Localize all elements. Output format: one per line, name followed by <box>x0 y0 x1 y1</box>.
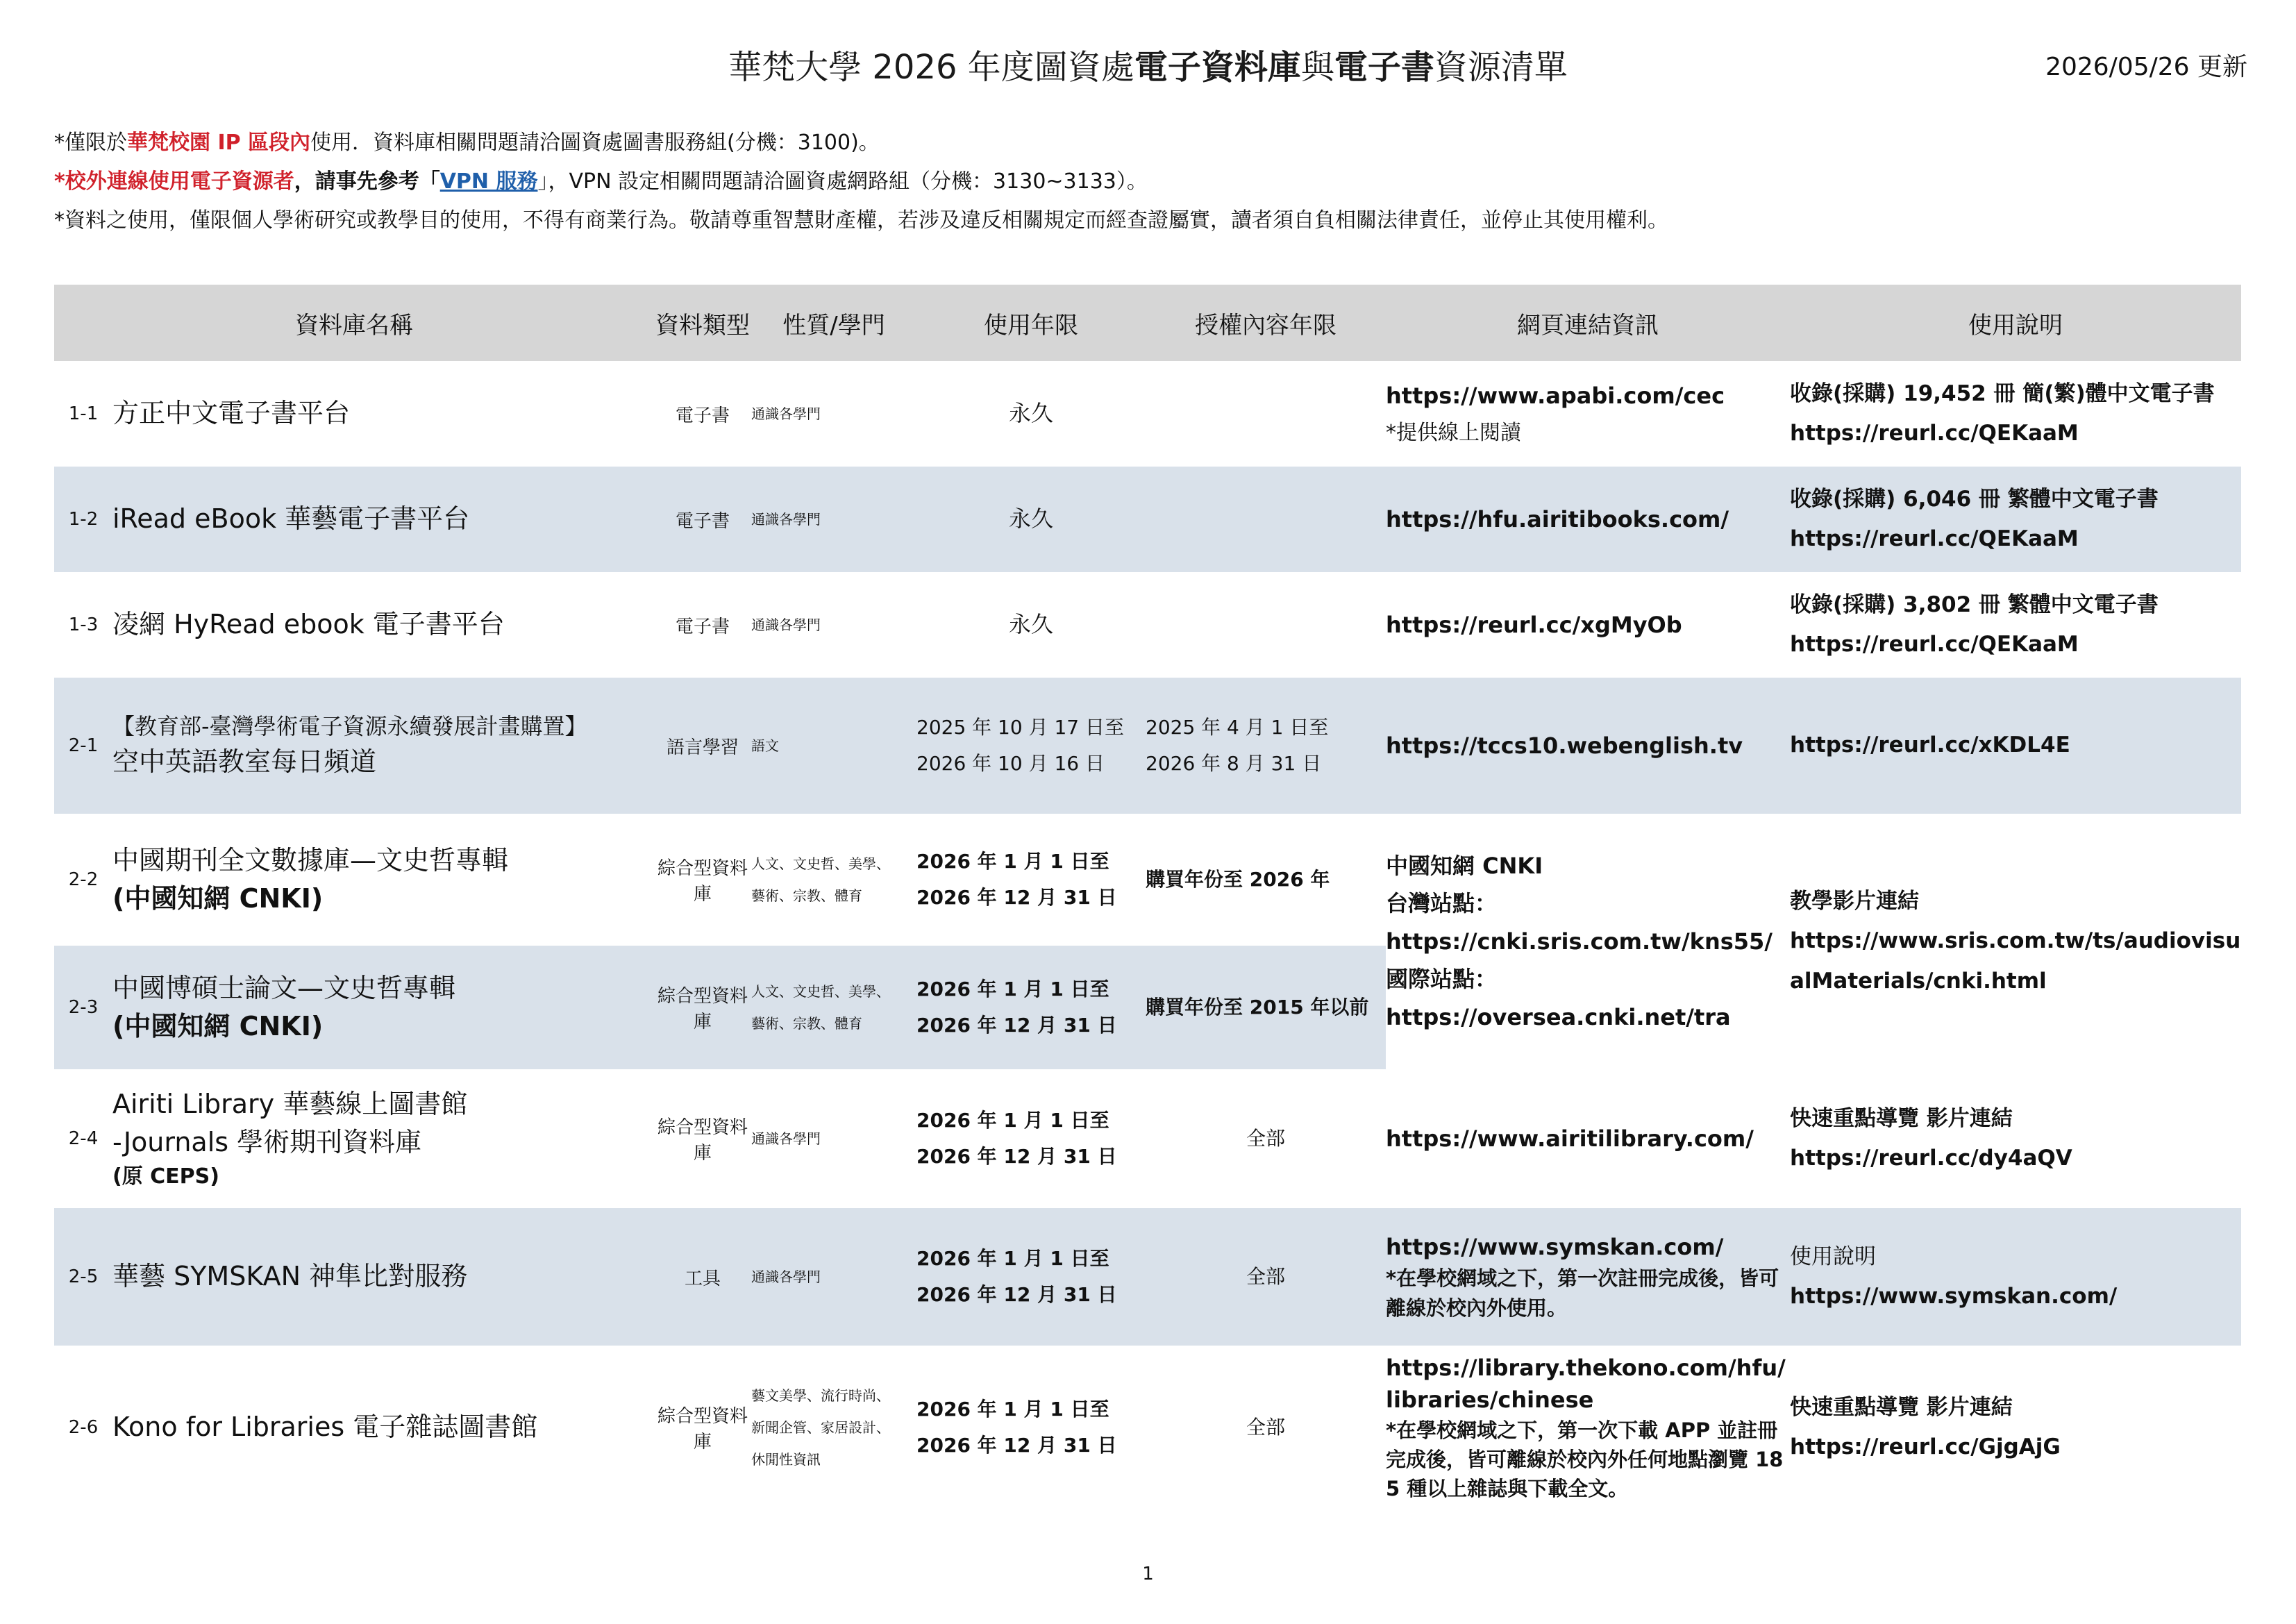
db-link[interactable]: https://www.apabi.com/cec <box>1386 383 1725 410</box>
col-header-subject: 性質/學門 <box>751 285 916 361</box>
col-header-name: 資料庫名稱 <box>54 285 654 361</box>
guide-link[interactable]: https://reurl.cc/GjgAjG <box>1790 1434 2061 1459</box>
table-row: 1-1 方正中文電子書平台 電子書 通識各學門 永久 https://www.apabi.com/cec *提供線上閱讀 收錄(採購) 19,452 冊 簡(繁)體中文電子書 https://reurl.cc/QEKaaM <box>54 361 2241 467</box>
cnki-intl-link[interactable]: https://oversea.cnki.net/tra <box>1386 1003 1731 1030</box>
cnki-video-link[interactable]: https://www.sris.com.tw/ts/audiovisualMaterials/cnki.html <box>1790 928 2241 994</box>
table-row: 2-3 中國博碩士論文—文史哲專輯 (中國知網 CNKI) 綜合型資料庫 人文、文史哲、美學、 藝術、宗教、體育 2026 年 1 月 1 日至 2026 年 12 月 31 日 購買年份至 2015 年以前 <box>54 946 2241 1069</box>
note-campus-ip: *僅限於華梵校園 IP 區段內使用．資料庫相關問題請洽圖資處圖書服務組(分機：3100)。 <box>54 131 880 155</box>
guide-link[interactable]: https://reurl.cc/xKDL4E <box>1790 733 2070 758</box>
db-link[interactable]: https://www.airitilibrary.com/ <box>1386 1125 1754 1152</box>
guide-link[interactable]: https://reurl.cc/QEKaaM <box>1790 526 2079 551</box>
db-name: 方正中文電子書平台 <box>112 398 351 429</box>
vpn-service-link[interactable]: VPN 服務 <box>439 169 538 194</box>
db-name: Kono for Libraries 電子雜誌圖書館 <box>112 1412 538 1443</box>
col-header-desc: 使用說明 <box>1790 285 2241 361</box>
col-header-period: 使用年限 <box>916 285 1146 361</box>
table-row: 2-4 Airiti Library 華藝線上圖書館 -Journals 學術期刊資料庫 (原 CEPS) 綜合型資料庫 通識各學門 2026 年 1 月 1 日至 2026 年 12 月 31 日 全部 https://www.airitilibrary.com/ 快速重點導覽 影片連結 https://reurl.cc/dy4aQV <box>54 1069 2241 1208</box>
table-row: 2-5 華藝 SYMSKAN 神隼比對服務 工具 通識各學門 2026 年 1 月 1 日至 2026 年 12 月 31 日 全部 https://www.symskan.com/ *在學校網域之下，第一次註冊完成後，皆可離線於校內外使用。 使用說明 https://www.symskan.com/ <box>54 1208 2241 1346</box>
db-name: iRead eBook 華藝電子書平台 <box>112 467 654 572</box>
db-link[interactable]: https://www.symskan.com/ <box>1386 1233 1724 1260</box>
update-date: 2026/05/26 更新 <box>2045 53 2247 81</box>
db-name: 中國博碩士論文—文史哲專輯 (中國知網 CNKI) <box>112 946 654 1069</box>
db-link[interactable]: https://library.thekono.com/hfu/libraries/chinese <box>1386 1354 1786 1413</box>
resource-table <box>54 285 2241 1509</box>
col-header-type: 資料類型 <box>654 285 751 361</box>
col-header-license: 授權內容年限 <box>1146 285 1386 361</box>
db-name: 【教育部-臺灣學術電子資源永續發展計畫購置】 空中英語教室每日頻道 <box>112 678 654 814</box>
db-name: 凌網 HyRead ebook 電子書平台 <box>112 609 505 640</box>
guide-link[interactable]: https://reurl.cc/QEKaaM <box>1790 632 2079 657</box>
table-row: 2-1 【教育部-臺灣學術電子資源永續發展計畫購置】 空中英語教室每日頻道 語言學習 語文 2025 年 10 月 17 日至 2026 年 10 月 16 日 2025 年 4 月 1 日至 2026 年 8 月 31 日 https://tccs10.webenglish.tv https://reurl.cc/xKDL4E <box>54 678 2241 814</box>
db-name: Airiti Library 華藝線上圖書館 -Journals 學術期刊資料庫 (原 CEPS) <box>112 1089 468 1189</box>
table-row: 1-2 iRead eBook 華藝電子書平台 電子書 通識各學門 永久 https://hfu.airitibooks.com/ 收錄(採購) 6,046 冊 繁體中文電子書 https://reurl.cc/QEKaaM <box>54 467 2241 572</box>
page-number: 1 <box>1142 1564 1154 1584</box>
page-title: 華梵大學 2026 年度圖資處電子資料庫與電子書資源清單 <box>728 48 1568 87</box>
cnki-taiwan-link[interactable]: https://cnki.sris.com.tw/kns55/ <box>1386 928 1773 955</box>
guide-link[interactable]: https://reurl.cc/dy4aQV <box>1790 1146 2072 1171</box>
note-offcampus: *校外連線使用電子資源者，請事先參考「VPN 服務」，VPN 設定相關問題請洽圖資處網路組（分機：3130~3133）。 <box>54 169 1148 194</box>
col-header-link: 網頁連結資訊 <box>1386 285 1790 361</box>
table-row: 2-6 Kono for Libraries 電子雜誌圖書館 綜合型資料庫 藝文美學、流行時尚、 新聞企管、家居設計、 休閒性資訊 2026 年 1 月 1 日至 2026 年 12 月 31 日 全部 https://library.thekono.com/hfu/libraries/chinese *在學校網域之下，第一次下載 APP 並註冊完成後，皆可離線於校內外任何地點瀏覽 185 種以上雜誌與下載全文。 快速重點導覽 影片連結 https://reurl.cc/GjgAjG <box>54 1346 2241 1509</box>
table-row: 1-3 凌網 HyRead ebook 電子書平台 電子書 通識各學門 永久 https://reurl.cc/xgMyOb 收錄(採購) 3,802 冊 繁體中文電子書 https://reurl.cc/QEKaaM <box>54 572 2241 678</box>
note-usage-policy: *資料之使用，僅限個人學術研究或教學目的使用，不得有商業行為。敬請尊重智慧財產權，若涉及違反相關規定而經查證屬實，讀者須自負相關法律責任，並停止其使用權利。 <box>54 208 1668 233</box>
db-name: 中國期刊全文數據庫—文史哲專輯 (中國知網 CNKI) <box>112 844 509 914</box>
db-name: 華藝 SYMSKAN 神隼比對服務 <box>112 1208 654 1346</box>
table-header <box>54 285 2241 361</box>
db-link[interactable]: https://tccs10.webenglish.tv <box>1386 732 1743 759</box>
table-row: 2-2 中國期刊全文數據庫—文史哲專輯 (中國知網 CNKI) 綜合型資料庫 人文、文史哲、美學、 藝術、宗教、體育 2026 年 1 月 1 日至 2026 年 12 月 31 日 購買年份至 2026 年 中國知網 CNKI 台灣站點： https://cnki.sris.com.tw/kns55/ 國際站點： https://oversea.cnki.net/tra 教學影片連結 https://www.sris.com.tw/ts/audiovisualMaterials/cnki.html <box>54 814 2241 946</box>
guide-link[interactable]: https://www.symskan.com/ <box>1790 1284 2118 1309</box>
db-link[interactable]: https://hfu.airitibooks.com/ <box>1386 505 1729 533</box>
db-link[interactable]: https://reurl.cc/xgMyOb <box>1386 611 1682 638</box>
guide-link[interactable]: https://reurl.cc/QEKaaM <box>1790 421 2079 446</box>
